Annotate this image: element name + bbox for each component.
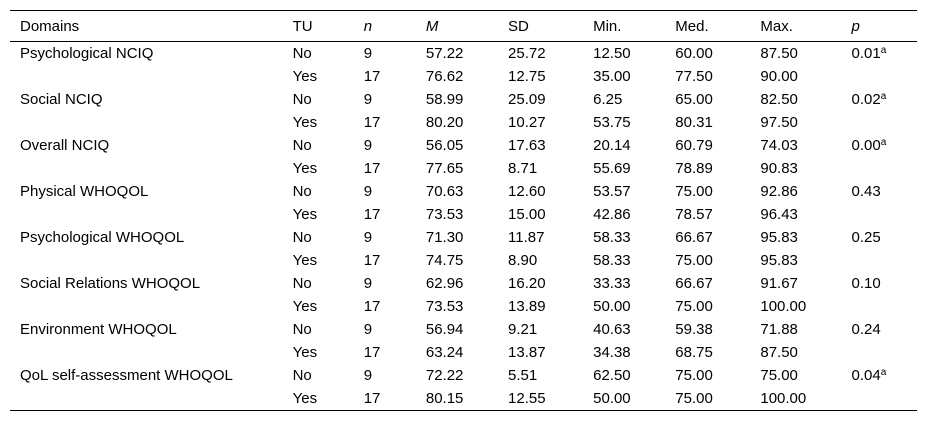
min-cell: 53.75 — [593, 114, 631, 131]
mean-cell: 74.75 — [425, 252, 464, 269]
min-cell: 42.86 — [593, 206, 631, 223]
n-cell: 17 — [363, 298, 381, 315]
domain-cell: Social Relations WHOQOL — [20, 275, 201, 292]
max-cell: 75.00 — [760, 367, 798, 384]
min-cell: 55.69 — [593, 160, 631, 177]
mean-cell: 56.94 — [425, 321, 464, 338]
sd-cell: 8.71 — [508, 160, 538, 177]
tu-cell: Yes — [292, 298, 318, 315]
sd-cell: 10.27 — [508, 114, 546, 131]
domain-cell — [10, 249, 293, 272]
tu-cell: Yes — [292, 390, 318, 407]
median-cell: 77.50 — [675, 68, 713, 85]
max-cell: 71.88 — [760, 321, 798, 338]
tu-cell: Yes — [292, 344, 318, 361]
n-cell: 9 — [363, 275, 373, 292]
sd-cell: 12.55 — [508, 390, 546, 407]
tu-cell: No — [292, 183, 312, 200]
table-header-row — [10, 11, 917, 42]
header-mean: M — [425, 17, 439, 35]
sd-cell: 5.51 — [508, 367, 538, 384]
results-table-container — [10, 10, 917, 411]
median-cell: 75.00 — [675, 390, 713, 407]
header-p-value: p — [851, 17, 860, 35]
n-cell: 17 — [363, 160, 381, 177]
tu-cell: No — [292, 229, 312, 246]
significance-marker: a — [880, 137, 887, 148]
tu-cell: No — [292, 275, 312, 292]
median-cell: 60.00 — [675, 45, 713, 62]
p-value-cell — [852, 157, 918, 180]
min-cell: 34.38 — [593, 344, 631, 361]
table-row — [10, 134, 917, 157]
domain-cell: QoL self-assessment WHOQOL — [20, 367, 233, 384]
n-cell: 17 — [363, 68, 381, 85]
p-value-cell — [852, 387, 918, 411]
p-value-cell — [852, 134, 918, 157]
p-value: 0.25 — [851, 229, 881, 246]
min-cell: 58.33 — [593, 229, 631, 246]
table-row — [10, 42, 917, 66]
p-value-cell — [852, 364, 918, 387]
mean-cell: 77.65 — [425, 160, 464, 177]
table-row — [10, 88, 917, 111]
median-cell: 75.00 — [675, 252, 713, 269]
n-cell: 17 — [363, 344, 381, 361]
significance-marker: a — [880, 45, 887, 56]
p-value: 0.04 — [851, 367, 881, 384]
median-cell: 80.31 — [675, 114, 713, 131]
max-cell: 95.83 — [760, 252, 798, 269]
median-cell: 65.00 — [675, 91, 713, 108]
min-cell: 50.00 — [593, 390, 631, 407]
n-cell: 9 — [363, 367, 373, 384]
n-cell: 17 — [363, 390, 381, 407]
p-value: 0.01 — [851, 45, 881, 62]
table-row — [10, 387, 917, 411]
p-value-cell — [852, 65, 918, 88]
median-cell: 66.67 — [675, 275, 713, 292]
p-value-cell — [852, 111, 918, 134]
n-cell: 9 — [363, 321, 373, 338]
table-row — [10, 226, 917, 249]
mean-cell: 62.96 — [425, 275, 464, 292]
min-cell: 20.14 — [593, 137, 631, 154]
header-max: Max. — [760, 17, 793, 35]
min-cell: 33.33 — [593, 275, 631, 292]
sd-cell: 25.09 — [508, 91, 546, 108]
p-value-cell — [852, 249, 918, 272]
header-n: n — [363, 17, 373, 35]
sd-cell: 13.89 — [508, 298, 546, 315]
domain-cell — [10, 387, 293, 411]
tu-cell: No — [292, 367, 312, 384]
n-cell: 9 — [363, 229, 373, 246]
median-cell: 75.00 — [675, 183, 713, 200]
table-row — [10, 295, 917, 318]
n-cell: 17 — [363, 206, 381, 223]
table-row — [10, 180, 917, 203]
tu-cell: No — [292, 137, 312, 154]
median-cell: 66.67 — [675, 229, 713, 246]
tu-cell: No — [292, 321, 312, 338]
median-cell: 75.00 — [675, 367, 713, 384]
p-value: 0.43 — [851, 183, 881, 200]
mean-cell: 57.22 — [425, 45, 464, 62]
table-row — [10, 272, 917, 295]
mean-cell: 73.53 — [425, 298, 464, 315]
table-body — [10, 42, 917, 411]
mean-cell: 72.22 — [425, 367, 464, 384]
mean-cell: 58.99 — [425, 91, 464, 108]
table-row — [10, 364, 917, 387]
tu-cell: No — [292, 91, 312, 108]
p-value-cell — [852, 318, 918, 341]
tu-cell: No — [292, 45, 312, 62]
max-cell: 100.00 — [760, 390, 807, 407]
max-cell: 87.50 — [760, 344, 798, 361]
p-value-cell — [852, 42, 918, 66]
domain-cell — [10, 111, 293, 134]
min-cell: 58.33 — [593, 252, 631, 269]
max-cell: 74.03 — [760, 137, 798, 154]
p-value-cell — [852, 88, 918, 111]
mean-cell: 71.30 — [425, 229, 464, 246]
max-cell: 82.50 — [760, 91, 798, 108]
min-cell: 62.50 — [593, 367, 631, 384]
min-cell: 35.00 — [593, 68, 631, 85]
n-cell: 17 — [363, 114, 381, 131]
domain-cell — [10, 295, 293, 318]
p-value-cell — [852, 203, 918, 226]
sd-cell: 15.00 — [508, 206, 546, 223]
sd-cell: 12.60 — [508, 183, 546, 200]
min-cell: 12.50 — [593, 45, 631, 62]
mean-cell: 73.53 — [425, 206, 464, 223]
p-value-cell — [852, 226, 918, 249]
max-cell: 95.83 — [760, 229, 798, 246]
min-cell: 53.57 — [593, 183, 631, 200]
median-cell: 78.89 — [675, 160, 713, 177]
p-value-cell — [852, 272, 918, 295]
sd-cell: 9.21 — [508, 321, 538, 338]
table-row — [10, 203, 917, 226]
header-domains: Domains — [20, 17, 80, 35]
p-value-cell — [852, 180, 918, 203]
domain-cell: Overall NCIQ — [20, 137, 110, 154]
tu-cell: Yes — [292, 68, 318, 85]
table-row — [10, 341, 917, 364]
domain-cell: Environment WHOQOL — [20, 321, 177, 338]
table-row — [10, 65, 917, 88]
tu-cell: Yes — [292, 160, 318, 177]
p-value-cell — [852, 295, 918, 318]
table-row — [10, 318, 917, 341]
p-value: 0.10 — [851, 275, 881, 292]
max-cell: 90.83 — [760, 160, 798, 177]
tu-cell: Yes — [292, 114, 318, 131]
p-value: 0.02 — [851, 91, 881, 108]
n-cell: 9 — [363, 183, 373, 200]
header-sd: SD — [508, 17, 529, 35]
mean-cell: 70.63 — [425, 183, 464, 200]
domain-cell — [10, 341, 293, 364]
min-cell: 50.00 — [593, 298, 631, 315]
p-value-cell — [852, 341, 918, 364]
domain-cell — [10, 65, 293, 88]
n-cell: 9 — [363, 91, 373, 108]
n-cell: 9 — [363, 137, 373, 154]
domain-cell — [10, 157, 293, 180]
sd-cell: 11.87 — [508, 229, 545, 246]
median-cell: 59.38 — [675, 321, 713, 338]
n-cell: 9 — [363, 45, 373, 62]
sd-cell: 8.90 — [508, 252, 538, 269]
tu-cell: Yes — [292, 206, 318, 223]
sd-cell: 13.87 — [508, 344, 546, 361]
domain-cell — [10, 203, 293, 226]
significance-marker: a — [880, 91, 887, 102]
p-value: 0.24 — [851, 321, 881, 338]
median-cell: 75.00 — [675, 298, 713, 315]
max-cell: 100.00 — [760, 298, 807, 315]
table-row — [10, 111, 917, 134]
max-cell: 87.50 — [760, 45, 798, 62]
p-value: 0.00 — [851, 137, 881, 154]
mean-cell: 80.20 — [425, 114, 464, 131]
max-cell: 92.86 — [760, 183, 798, 200]
header-median: Med. — [675, 17, 709, 35]
mean-cell: 80.15 — [425, 390, 464, 407]
sd-cell: 12.75 — [508, 68, 546, 85]
header-tu: TU — [292, 17, 313, 35]
n-cell: 17 — [363, 252, 381, 269]
max-cell: 91.67 — [760, 275, 798, 292]
domain-cell: Psychological NCIQ — [20, 45, 154, 62]
domain-cell: Physical WHOQOL — [20, 183, 149, 200]
max-cell: 96.43 — [760, 206, 798, 223]
sd-cell: 17.63 — [508, 137, 546, 154]
significance-marker: a — [880, 367, 887, 378]
min-cell: 6.25 — [593, 91, 623, 108]
table-row — [10, 157, 917, 180]
table-row — [10, 249, 917, 272]
domain-cell: Social NCIQ — [20, 91, 103, 108]
tu-cell: Yes — [292, 252, 318, 269]
mean-cell: 63.24 — [425, 344, 464, 361]
header-min: Min. — [593, 17, 622, 35]
mean-cell: 76.62 — [425, 68, 464, 85]
median-cell: 68.75 — [675, 344, 713, 361]
domain-cell: Psychological WHOQOL — [20, 229, 185, 246]
mean-cell: 56.05 — [425, 137, 464, 154]
median-cell: 78.57 — [675, 206, 713, 223]
max-cell: 90.00 — [760, 68, 798, 85]
results-table — [10, 10, 917, 411]
min-cell: 40.63 — [593, 321, 631, 338]
max-cell: 97.50 — [760, 114, 798, 131]
sd-cell: 16.20 — [508, 275, 546, 292]
median-cell: 60.79 — [675, 137, 713, 154]
sd-cell: 25.72 — [508, 45, 546, 62]
